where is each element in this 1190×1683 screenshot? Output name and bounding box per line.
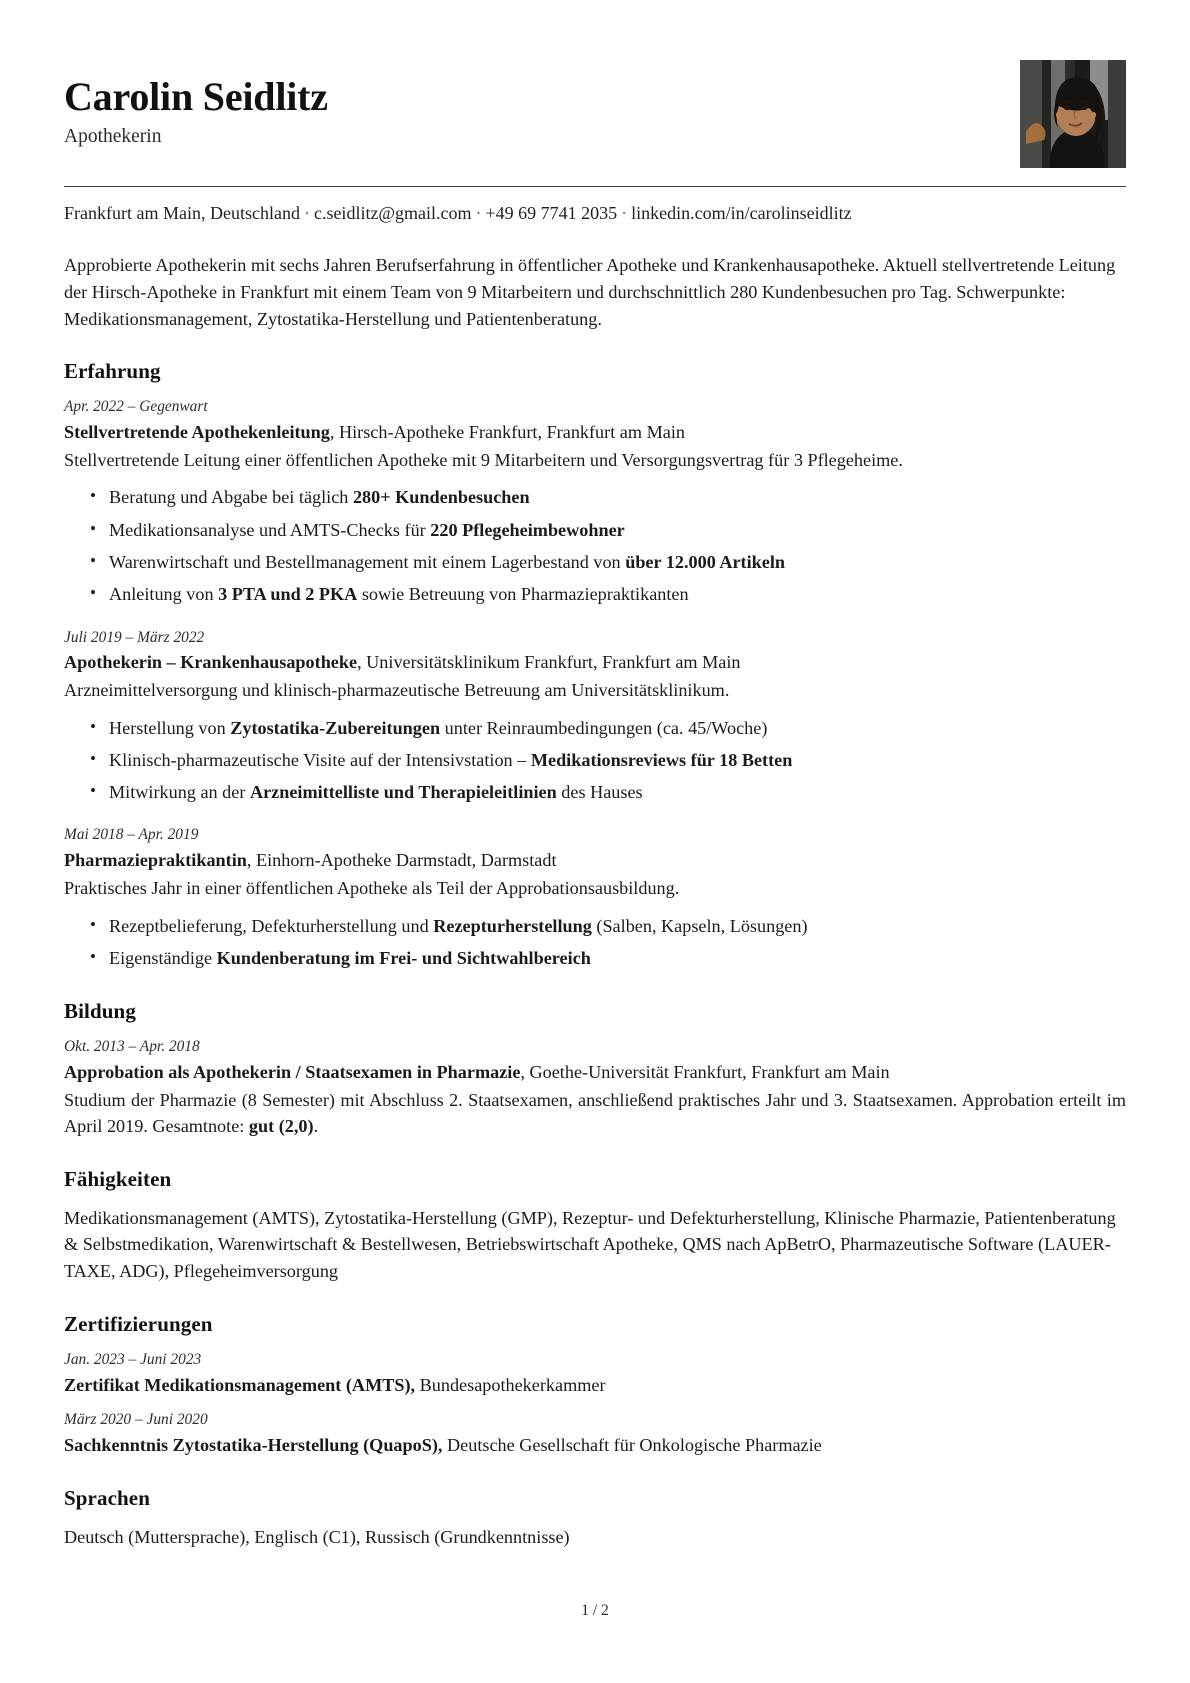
list-item [90, 913, 1126, 940]
bullet-bold: über 12.000 Artikeln [625, 551, 786, 572]
entry-bullet-list [64, 913, 1126, 973]
contact-phone[interactable]: +49 69 7741 2035 [485, 203, 618, 223]
entry-date: Jan. 2023 – Juni 2023 [64, 1350, 202, 1368]
bullet-bold: Kundenberatung im Frei- und Sichtwahlbereich [216, 947, 591, 968]
portrait-photo-icon [1020, 60, 1126, 168]
description-bold: gut (2,0) [248, 1116, 314, 1137]
entry-description [64, 1087, 1126, 1140]
entry-heading [64, 1060, 1126, 1086]
entry-date: Juli 2019 – März 2022 [64, 628, 205, 646]
section-title-certifications: Zertifizierungen [64, 1311, 213, 1336]
bullet-bold: Medikationsreviews für 18 Betten [530, 749, 793, 770]
bullet-pre: Medikationsanalyse und AMTS-Checks für [109, 519, 431, 540]
bullet-post: (Salben, Kapseln, Lösungen) [591, 915, 808, 936]
contact-separator: · [621, 203, 628, 223]
bullet-pre: Warenwirtschaft und Bestellmanagement mit einem Lagerbestand von [109, 551, 626, 572]
page-footer [0, 1602, 1190, 1620]
entry-heading [64, 1373, 1126, 1399]
experience-entry [64, 825, 1126, 972]
page-title: Carolin Seidlitz [64, 74, 328, 119]
section-education [64, 999, 1126, 1139]
section-title-languages: Sprachen [64, 1486, 150, 1511]
bullet-pre: Klinisch-pharmazeutische Visite auf der Intensivstation – [109, 749, 531, 770]
list-item [90, 779, 1126, 806]
section-experience [64, 359, 1126, 972]
entry-heading [64, 650, 1126, 676]
list-item [90, 517, 1126, 544]
bullet-pre: Rezeptbelieferung, Defekturherstellung und [109, 915, 434, 936]
entry-meta: , Einhorn-Apotheke Darmstadt, Darmstadt [246, 850, 557, 871]
bullet-pre: Beratung und Abgabe bei täglich [109, 487, 353, 508]
summary-paragraph: Approbierte Apothekerin mit sechs Jahren Berufserfahrung in öffentlicher Apotheke und Krankenhausapotheke. Aktuell stellvertretende Leitung der Hirsch-Apotheke in Frankfurt mit einem Team von 9 Mitarbeitern und durchschnittlich 280 Kundenbesuchen pro Tag. Schwerpunkte: Medikationsmanagement, Zytostatika-Herstellung und Patientenberatung. [64, 255, 1116, 329]
entry-role: Stellvertretende Apothekenleitung [64, 422, 330, 443]
bullet-bold: 3 PTA und 2 PKA [218, 584, 358, 605]
list-item [90, 945, 1126, 972]
entry-date: Apr. 2022 – Gegenwart [64, 398, 208, 416]
bullet-post: unter Reinraumbedingungen (ca. 45/Woche) [440, 717, 768, 738]
entry-meta: , Universitätsklinikum Frankfurt, Frankfurt am Main [357, 652, 741, 673]
contact-location: Frankfurt am Main, Deutschland [64, 203, 300, 223]
section-certifications [64, 1312, 1126, 1459]
entry-heading [64, 420, 1126, 446]
list-item [90, 715, 1126, 742]
entry-meta: , Goethe-Universität Frankfurt, Frankfurt am Main [520, 1061, 890, 1082]
header-text-block [64, 66, 328, 148]
entry-role: Zertifikat Medikationsmanagement (AMTS), [64, 1374, 416, 1395]
entry-meta: Deutsche Gesellschaft für Onkologische Pharmazie [442, 1435, 822, 1456]
entry-role: Approbation als Apothekerin / Staatsexamen in Pharmazie [64, 1061, 521, 1082]
entry-bullet-list [64, 715, 1126, 807]
skills-text: Medikationsmanagement (AMTS), Zytostatika-Herstellung (GMP), Rezeptur- und Defekturherstellung, Klinische Pharmazie, Patientenberatung & Selbstmedikation, Warenwirtschaft & Bestellwesen, Betriebswirtschaft Apotheke, QMS nach ApBetrO, Pharmazeutische Software (LAUER-TAXE, ADG), Pflegeheimversorgung [64, 1207, 1116, 1282]
certification-entry [64, 1410, 1126, 1459]
experience-entry [64, 628, 1126, 807]
entry-description: Arzneimittelversorgung und klinisch-pharmazeutische Betreuung am Universitätsklinikum. [64, 680, 730, 701]
bullet-pre: Anleitung von [109, 584, 219, 605]
contact-separator: · [303, 203, 310, 223]
section-languages [64, 1486, 1126, 1551]
list-item [90, 747, 1126, 774]
entry-heading [64, 1433, 1126, 1459]
section-title-education: Bildung [64, 999, 136, 1024]
section-title-experience: Erfahrung [64, 359, 161, 384]
bullet-bold: 280+ Kundenbesuchen [352, 487, 530, 508]
contact-separator: · [475, 203, 482, 223]
entry-description: Stellvertretende Leitung einer öffentlichen Apotheke mit 9 Mitarbeitern und Versorgungsvertrag für 3 Pflegeheime. [64, 449, 903, 470]
entry-description: Praktisches Jahr in einer öffentlichen Apotheke als Teil der Approbationsausbildung. [64, 878, 680, 899]
list-item [90, 484, 1126, 511]
entry-date: Mai 2018 – Apr. 2019 [64, 826, 199, 844]
certification-entry [64, 1350, 1126, 1399]
contact-line [64, 200, 1126, 226]
list-item [90, 581, 1126, 608]
page-indicator: 1 / 2 [581, 1602, 609, 1619]
header-divider [64, 186, 1126, 187]
entry-role: Apothekerin – Krankenhausapotheke [64, 652, 358, 673]
entry-role: Pharmaziepraktikantin [64, 850, 247, 871]
bullet-bold: Rezepturherstellung [433, 915, 592, 936]
avatar [1020, 60, 1126, 168]
entry-date: März 2020 – Juni 2020 [64, 1411, 208, 1429]
description-post: . [313, 1116, 319, 1137]
entry-heading [64, 848, 1126, 874]
education-entry [64, 1037, 1126, 1139]
description-pre: Studium der Pharmazie (8 Semester) mit Abschluss 2. Staatsexamen, anschließend praktisches Jahr und 3. Staatsexamen. Approbation erteilt im April 2019. Gesamtnote: [64, 1089, 1126, 1137]
entry-meta: Bundesapothekerkammer [415, 1374, 606, 1395]
bullet-pre: Mitwirkung an der [109, 782, 250, 803]
bullet-bold: Arzneimittelliste und Therapieleitlinien [249, 782, 557, 803]
entry-role: Sachkenntnis Zytostatika-Herstellung (QuapoS), [64, 1435, 443, 1456]
entry-bullet-list [64, 484, 1126, 608]
bullet-pre: Herstellung von [109, 717, 231, 738]
entry-date: Okt. 2013 – Apr. 2018 [64, 1038, 200, 1056]
contact-email[interactable]: c.seidlitz@gmail.com [313, 203, 472, 223]
bullet-bold: Zytostatika-Zubereitungen [230, 717, 441, 738]
bullet-bold: 220 Pflegeheimbewohner [430, 519, 625, 540]
bullet-post: sowie Betreuung von Pharmaziepraktikanten [357, 584, 689, 605]
job-headline: Apothekerin [64, 126, 162, 147]
section-title-skills: Fähigkeiten [64, 1166, 172, 1191]
list-item [90, 549, 1126, 576]
contact-linkedin[interactable]: linkedin.com/in/carolinseidlitz [631, 203, 852, 223]
resume-header [64, 52, 1126, 168]
bullet-post: des Hauses [556, 782, 643, 803]
languages-text: Deutsch (Muttersprache), Englisch (C1), Russisch (Grundkenntnisse) [64, 1527, 570, 1548]
section-skills [64, 1167, 1126, 1285]
experience-entry [64, 397, 1126, 608]
entry-meta: , Hirsch-Apotheke Frankfurt, Frankfurt am Main [329, 422, 685, 443]
bullet-pre: Eigenständige [109, 947, 217, 968]
